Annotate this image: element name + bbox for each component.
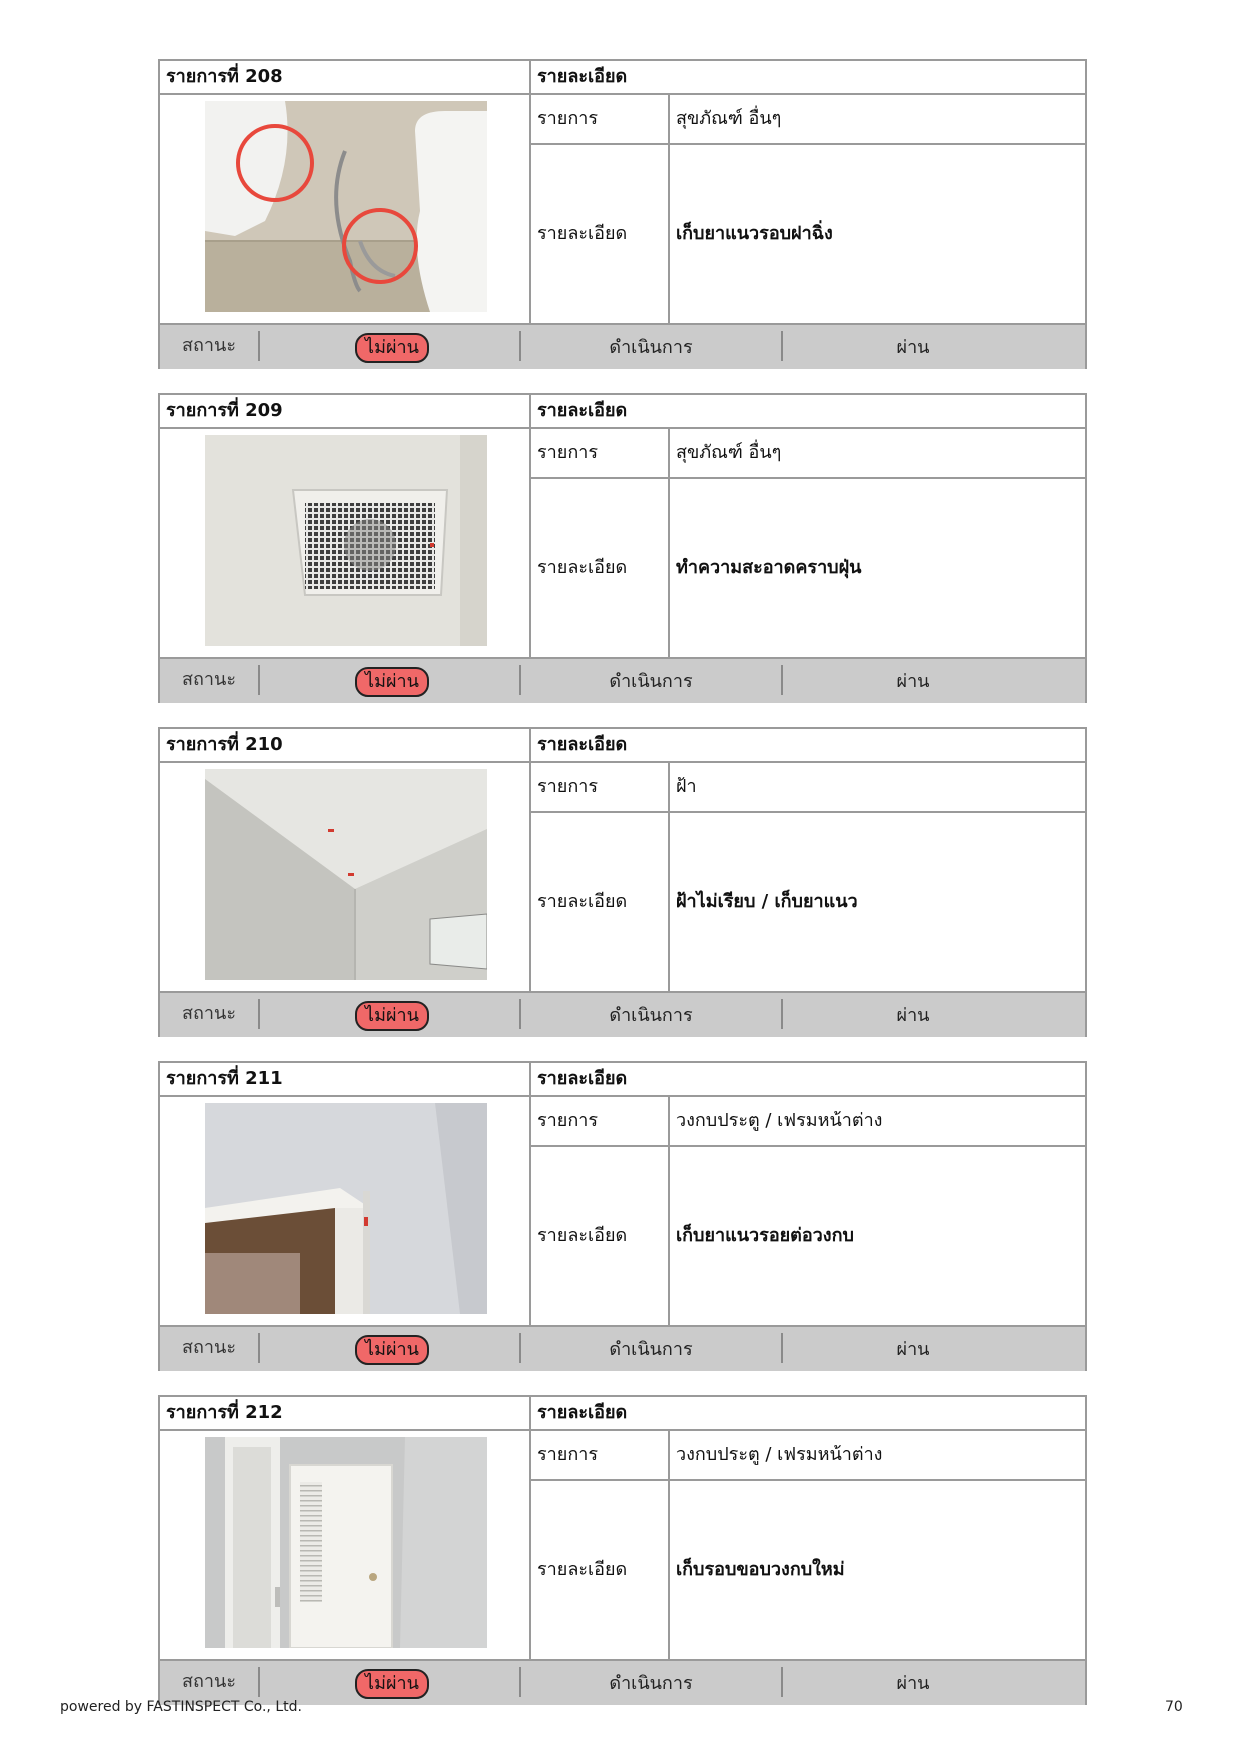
status-label: สถานะ: [182, 669, 236, 690]
divider: [258, 999, 260, 1029]
item-detail: เก็บยาแนวรอบฝาฉิ่ง: [676, 223, 833, 244]
status-in-progress[interactable]: ดำเนินการ: [609, 1339, 693, 1360]
powered-by-footer: powered by FASTINSPECT Co., Ltd.: [60, 1699, 302, 1715]
item-detail: ฝ้าไม่เรียบ / เก็บยาแนว: [676, 891, 858, 912]
inspection-item: [158, 393, 1087, 703]
item-category: วงกบประตู / เฟรมหน้าต่าง: [670, 1431, 1085, 1481]
detail-header: รายละเอียด: [531, 395, 1085, 429]
item-label: รายการ: [531, 429, 670, 479]
page-number: 70: [1165, 1699, 1183, 1715]
status-fail-badge[interactable]: ไม่ผ่าน: [355, 1669, 429, 1699]
divider: [258, 1333, 260, 1363]
item-title: รายการที่ 212: [160, 1397, 531, 1431]
status-pass[interactable]: ผ่าน: [896, 1339, 930, 1360]
detail-header: รายละเอียด: [531, 1397, 1085, 1431]
status-in-progress[interactable]: ดำเนินการ: [609, 671, 693, 692]
divider: [258, 331, 260, 361]
status-fail-badge[interactable]: ไม่ผ่าน: [355, 333, 429, 363]
item-label: รายการ: [531, 763, 670, 813]
toilet-photo: [205, 101, 487, 312]
status-bar: [160, 1325, 1085, 1371]
photo-cell: [160, 429, 531, 657]
status-bar: [160, 323, 1085, 369]
detail-label: รายละเอียด: [531, 1147, 670, 1325]
photo-cell: [160, 763, 531, 991]
status-label: สถานะ: [182, 1671, 236, 1692]
status-in-progress[interactable]: ดำเนินการ: [609, 1005, 693, 1026]
status-label: สถานะ: [182, 1337, 236, 1358]
item-category: ฝ้า: [670, 763, 1085, 813]
item-label: รายการ: [531, 1097, 670, 1147]
exhaust-fan-photo: [205, 435, 487, 646]
item-title: รายการที่ 210: [160, 729, 531, 763]
status-fail-badge[interactable]: ไม่ผ่าน: [355, 1001, 429, 1031]
status-pass[interactable]: ผ่าน: [896, 1673, 930, 1694]
status-fail-badge[interactable]: ไม่ผ่าน: [355, 667, 429, 697]
status-pass[interactable]: ผ่าน: [896, 337, 930, 358]
item-title: รายการที่ 208: [160, 61, 531, 95]
item-title: รายการที่ 209: [160, 395, 531, 429]
detail-label: รายละเอียด: [531, 145, 670, 323]
item-label: รายการ: [531, 1431, 670, 1481]
inspection-item: [158, 1395, 1087, 1705]
item-detail: เก็บยาแนวรอยต่อวงกบ: [676, 1225, 854, 1246]
status-pass[interactable]: ผ่าน: [896, 671, 930, 692]
status-in-progress[interactable]: ดำเนินการ: [609, 1673, 693, 1694]
detail-header: รายละเอียด: [531, 1063, 1085, 1097]
item-category: วงกบประตู / เฟรมหน้าต่าง: [670, 1097, 1085, 1147]
photo-cell: [160, 1097, 531, 1325]
status-label: สถานะ: [182, 335, 236, 356]
divider: [258, 665, 260, 695]
inspection-item: [158, 1061, 1087, 1371]
ceiling-corner-photo: [205, 769, 487, 980]
status-fail-badge[interactable]: ไม่ผ่าน: [355, 1335, 429, 1365]
inspection-item: [158, 727, 1087, 1037]
item-category: สุขภัณฑ์ อื่นๆ: [670, 95, 1085, 145]
item-detail: เก็บรอบขอบวงกบใหม่: [676, 1559, 845, 1580]
detail-label: รายละเอียด: [531, 479, 670, 657]
detail-header: รายละเอียด: [531, 729, 1085, 763]
door-frame-photo: [205, 1103, 487, 1314]
status-bar: [160, 991, 1085, 1037]
door-photo: [205, 1437, 487, 1648]
divider: [258, 1667, 260, 1697]
detail-label: รายละเอียด: [531, 813, 670, 991]
status-pass[interactable]: ผ่าน: [896, 1005, 930, 1026]
detail-header: รายละเอียด: [531, 61, 1085, 95]
item-detail: ทำความสะอาดคราบฝุ่น: [676, 557, 862, 578]
status-label: สถานะ: [182, 1003, 236, 1024]
inspection-item: [158, 59, 1087, 369]
detail-label: รายละเอียด: [531, 1481, 670, 1659]
item-title: รายการที่ 211: [160, 1063, 531, 1097]
status-bar: [160, 657, 1085, 703]
status-in-progress[interactable]: ดำเนินการ: [609, 337, 693, 358]
photo-cell: [160, 95, 531, 323]
item-label: รายการ: [531, 95, 670, 145]
item-category: สุขภัณฑ์ อื่นๆ: [670, 429, 1085, 479]
photo-cell: [160, 1431, 531, 1659]
